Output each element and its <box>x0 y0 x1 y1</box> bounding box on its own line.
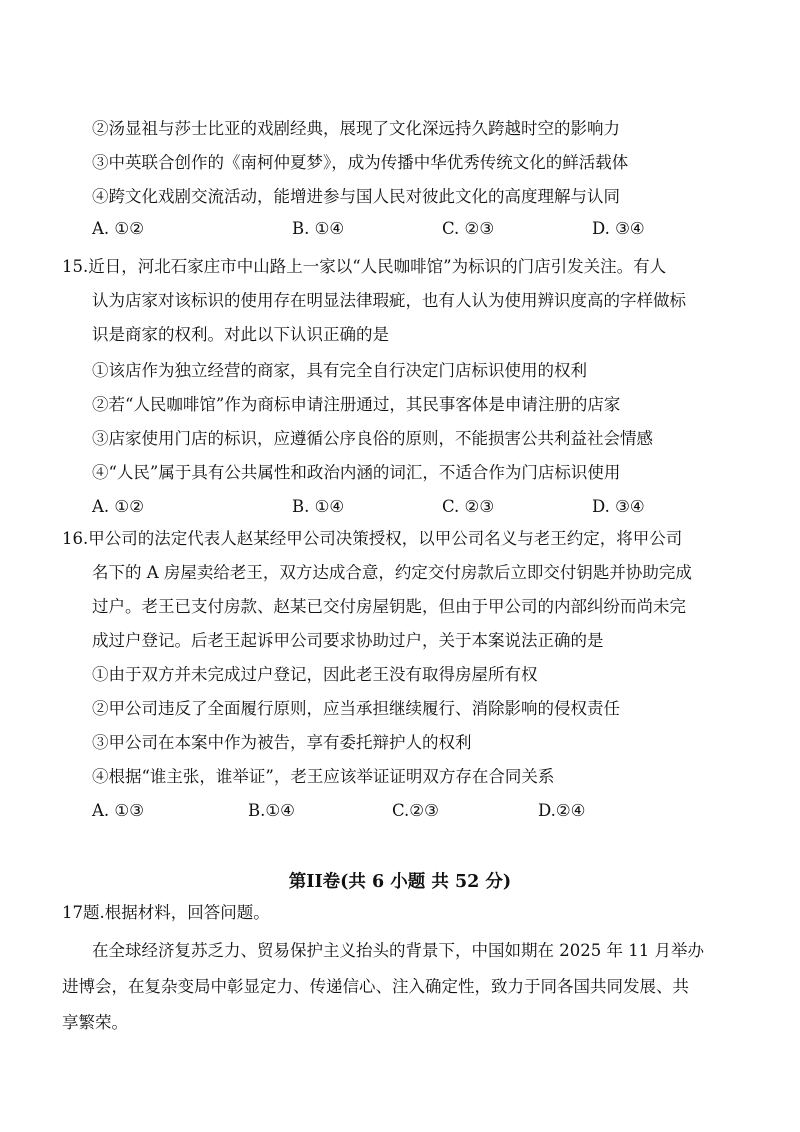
q15-option-d: D. ③④ <box>592 497 645 516</box>
q16-option-d: D.②④ <box>538 801 586 820</box>
q16-option-b: B.①④ <box>248 801 295 820</box>
q15-stem-line-2: 认为店家对该标识的使用存在明显法律瑕疵，也有人认为使用辨识度高的字样做标 <box>92 291 686 310</box>
q14-item-4: ④跨文化戏剧交流活动，能增进参与国人民对彼此文化的高度理解与认同 <box>92 187 620 206</box>
q15-stem-line-3: 识是商家的权利。对此以下认识正确的是 <box>92 325 389 344</box>
q14-option-b: B. ①④ <box>292 219 345 238</box>
q16-stem-line-2: 名下的 A 房屋卖给老王，双方达成合意，约定交付房款后立即交付钥匙并协助完成 <box>92 563 692 582</box>
q14-option-a: A. ①② <box>92 219 144 238</box>
q14-item-2: ②汤显祖与莎士比亚的戏剧经典，展现了文化深远持久跨越时空的影响力 <box>92 119 620 138</box>
q16-item-3: ③甲公司在本案中作为被告，享有委托辩护人的权利 <box>92 733 472 752</box>
q15-option-b: B. ①④ <box>292 497 345 516</box>
q15-item-2: ②若“人民咖啡馆”作为商标申请注册通过，其民事客体是申请注册的店家 <box>92 395 621 414</box>
q15-item-1: ①该店作为独立经营的商家，具有完全自行决定门店标识使用的权利 <box>92 361 587 380</box>
q16-option-a: A. ①③ <box>92 801 144 820</box>
q16-option-c: C.②③ <box>392 801 439 820</box>
q15-item-4: ④“人民”属于具有公共属性和政治内涵的词汇，不适合作为门店标识使用 <box>92 463 621 482</box>
q15-stem-line-1: 15.近日，河北石家庄市中山路上一家以“人民咖啡馆”为标识的门店引发关注。有人 <box>62 257 667 276</box>
q14-option-c: C. ②③ <box>442 219 495 238</box>
q14-option-d: D. ③④ <box>592 219 645 238</box>
q16-item-2: ②甲公司违反了全面履行原则，应当承担继续履行、消除影响的侵权责任 <box>92 699 620 718</box>
q16-item-4: ④根据“谁主张，谁举证”，老王应该举证证明双方存在合同关系 <box>92 767 555 786</box>
q16-item-1: ①由于双方并未完成过户登记，因此老王没有取得房屋所有权 <box>92 665 538 684</box>
q17-material-line-1: 在全球经济复苏乏力、贸易保护主义抬头的背景下，中国如期在 2025 年 11 月举办 <box>92 941 704 960</box>
q16-stem-line-3: 过户。老王已支付房款、赵某已交付房屋钥匙，但由于甲公司的内部纠纷而尚未完 <box>92 597 686 616</box>
section-title: 第II卷(共 6 小题 共 52 分) <box>288 872 512 892</box>
q15-option-a: A. ①② <box>92 497 144 516</box>
q17-material-line-2: 进博会，在复杂变局中彰显定力、传递信心、注入确定性，致力于同各国共同发展、共 <box>62 977 689 996</box>
q17-material-line-3: 享繁荣。 <box>62 1013 128 1032</box>
q15-item-3: ③店家使用门店的标识，应遵循公序良俗的原则，不能损害公共利益社会情感 <box>92 429 653 448</box>
q16-stem-line-4: 成过户登记。后老王起诉甲公司要求协助过户，关于本案说法正确的是 <box>92 631 604 650</box>
q17-stem: 17题.根据材料，回答问题。 <box>62 903 270 922</box>
q14-item-3: ③中英联合创作的《南柯仲夏梦》，成为传播中华优秀传统文化的鲜活载体 <box>92 153 629 172</box>
q15-option-c: C. ②③ <box>442 497 495 516</box>
q16-stem-line-1: 16.甲公司的法定代表人赵某经甲公司决策授权，以甲公司名义与老王约定，将甲公司 <box>62 529 683 548</box>
